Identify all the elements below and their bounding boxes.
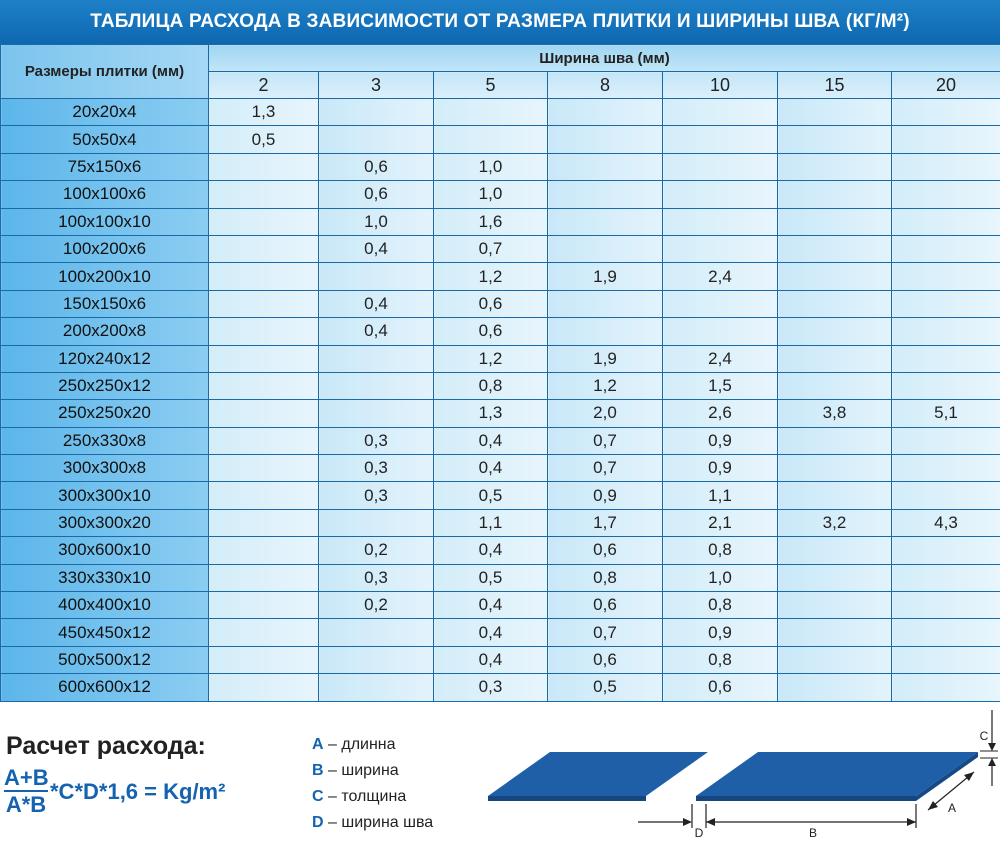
consumption-cell: 0,5: [434, 564, 548, 591]
table-row: [1, 235, 1000, 262]
consumption-cell: 0,4: [434, 592, 548, 619]
consumption-cell: [319, 345, 434, 372]
consumption-cell: [892, 646, 1000, 673]
consumption-cell: [778, 318, 892, 345]
consumption-cell: [209, 455, 319, 482]
consumption-cell: [892, 674, 1000, 701]
legend-text: – ширина: [323, 762, 399, 779]
consumption-cell: [209, 509, 319, 536]
consumption-cell: [663, 208, 778, 235]
tile-size-cell: 120x240x12: [1, 345, 209, 372]
consumption-cell: [778, 482, 892, 509]
tile-size-cell: 400x400x10: [1, 592, 209, 619]
consumption-cell: 5,1: [892, 400, 1000, 427]
consumption-cell: 0,8: [434, 372, 548, 399]
table-row: [1, 564, 1000, 591]
consumption-cell: [892, 181, 1000, 208]
consumption-cell: 0,6: [434, 290, 548, 317]
formula-section: [0, 706, 1000, 846]
consumption-cell: [663, 235, 778, 262]
consumption-cell: [778, 646, 892, 673]
consumption-cell: [319, 646, 434, 673]
consumption-cell: [548, 208, 663, 235]
consumption-cell: [209, 564, 319, 591]
consumption-cell: [778, 372, 892, 399]
consumption-cell: 0,9: [548, 482, 663, 509]
table-row: [1, 400, 1000, 427]
consumption-cell: 0,8: [663, 537, 778, 564]
tile-size-cell: 20x20x4: [1, 99, 209, 126]
consumption-cell: [892, 153, 1000, 180]
consumption-cell: [892, 263, 1000, 290]
consumption-cell: [663, 290, 778, 317]
tile-size-cell: 300x300x8: [1, 455, 209, 482]
consumption-cell: [209, 290, 319, 317]
legend-item: [312, 784, 433, 810]
tile-size-cell: 250x330x8: [1, 427, 209, 454]
tile-right: [696, 752, 978, 796]
consumption-cell: [209, 345, 319, 372]
consumption-cell: [892, 235, 1000, 262]
tile-size-cell: 100x100x10: [1, 208, 209, 235]
table-row: [1, 99, 1000, 126]
consumption-cell: 0,3: [319, 564, 434, 591]
consumption-cell: [209, 318, 319, 345]
table-row: [1, 181, 1000, 208]
seam-width-3: 3: [319, 72, 434, 99]
consumption-cell: [663, 318, 778, 345]
tile-size-cell: 250x250x12: [1, 372, 209, 399]
consumption-cell: 0,7: [548, 455, 663, 482]
seam-width-15: 15: [778, 72, 892, 99]
tile-size-cell: 300x300x10: [1, 482, 209, 509]
consumption-cell: [209, 235, 319, 262]
consumption-cell: [663, 181, 778, 208]
consumption-cell: [778, 235, 892, 262]
consumption-cell: 0,5: [434, 482, 548, 509]
consumption-cell: 1,9: [548, 345, 663, 372]
table-row: [1, 290, 1000, 317]
consumption-cell: [548, 126, 663, 153]
consumption-cell: 0,6: [548, 646, 663, 673]
consumption-cell: 0,7: [548, 619, 663, 646]
consumption-cell: 0,6: [319, 153, 434, 180]
consumption-cell: [548, 235, 663, 262]
tile-size-cell: 330x330x10: [1, 564, 209, 591]
seam-width-header: Ширина шва (мм): [209, 45, 1000, 72]
c-arrow-bottom-head: [988, 758, 996, 766]
table-row: [1, 372, 1000, 399]
consumption-cell: 0,5: [548, 674, 663, 701]
consumption-cell: 1,9: [548, 263, 663, 290]
consumption-cell: [778, 427, 892, 454]
consumption-cell: [778, 455, 892, 482]
consumption-cell: [319, 400, 434, 427]
table-row: [1, 345, 1000, 372]
calculation-title: Расчет расхода:: [6, 732, 206, 760]
tile-size-cell: 100x200x6: [1, 235, 209, 262]
consumption-cell: [663, 99, 778, 126]
consumption-cell: 1,0: [434, 181, 548, 208]
legend-item: [312, 732, 433, 758]
table-row: [1, 482, 1000, 509]
consumption-cell: [319, 509, 434, 536]
consumption-cell: 0,8: [548, 564, 663, 591]
consumption-cell: 0,7: [548, 427, 663, 454]
tile-size-cell: 300x600x10: [1, 537, 209, 564]
consumption-cell: 1,0: [319, 208, 434, 235]
consumption-cell: 4,3: [892, 509, 1000, 536]
c-label: C: [979, 729, 989, 743]
consumption-cell: [892, 318, 1000, 345]
consumption-cell: [663, 126, 778, 153]
consumption-cell: 0,4: [319, 235, 434, 262]
consumption-cell: [892, 208, 1000, 235]
consumption-cell: [892, 619, 1000, 646]
consumption-cell: 0,9: [663, 619, 778, 646]
b-label: B: [808, 826, 818, 840]
tile-size-cell: 75x150x6: [1, 153, 209, 180]
consumption-cell: 0,4: [434, 537, 548, 564]
table-row: [1, 592, 1000, 619]
b-arrow-left: [706, 818, 715, 826]
table-row: [1, 208, 1000, 235]
table-row: [1, 674, 1000, 701]
consumption-table: [0, 44, 1000, 702]
tile-left-edge: [488, 796, 646, 801]
consumption-cell: [778, 537, 892, 564]
consumption-cell: 0,2: [319, 537, 434, 564]
consumption-cell: [548, 99, 663, 126]
legend-letter: B: [312, 762, 324, 779]
table-row: [1, 646, 1000, 673]
formula-legend: [312, 732, 433, 836]
consumption-cell: 2,4: [663, 345, 778, 372]
consumption-cell: [209, 263, 319, 290]
consumption-cell: 0,3: [319, 455, 434, 482]
consumption-cell: 0,4: [434, 646, 548, 673]
legend-letter: A: [312, 736, 324, 753]
legend-item: [312, 758, 433, 784]
consumption-cell: [778, 126, 892, 153]
consumption-cell: [319, 126, 434, 153]
consumption-cell: 2,4: [663, 263, 778, 290]
table-row: [1, 263, 1000, 290]
consumption-cell: 0,3: [319, 482, 434, 509]
consumption-cell: 0,4: [434, 427, 548, 454]
consumption-cell: [319, 619, 434, 646]
consumption-cell: [434, 99, 548, 126]
seam-width-10: 10: [663, 72, 778, 99]
consumption-cell: 1,0: [663, 564, 778, 591]
consumption-cell: 1,2: [548, 372, 663, 399]
consumption-cell: 0,7: [434, 235, 548, 262]
consumption-cell: [319, 674, 434, 701]
consumption-cell: 2,0: [548, 400, 663, 427]
legend-text: – толщина: [323, 788, 407, 805]
table-row: [1, 455, 1000, 482]
consumption-cell: 1,1: [434, 509, 548, 536]
consumption-cell: 0,3: [434, 674, 548, 701]
consumption-cell: 0,8: [663, 592, 778, 619]
consumption-cell: [892, 564, 1000, 591]
table-row: [1, 318, 1000, 345]
consumption-cell: [778, 619, 892, 646]
consumption-cell: [319, 263, 434, 290]
table-row: [1, 153, 1000, 180]
consumption-cell: 1,3: [209, 99, 319, 126]
consumption-cell: [892, 345, 1000, 372]
consumption-cell: [209, 153, 319, 180]
seam-width-20: 20: [892, 72, 1000, 99]
consumption-cell: [209, 427, 319, 454]
consumption-cell: [778, 181, 892, 208]
table-row: [1, 619, 1000, 646]
table-row: [1, 126, 1000, 153]
consumption-cell: 0,6: [319, 181, 434, 208]
consumption-cell: 1,5: [663, 372, 778, 399]
consumption-cell: 0,6: [548, 592, 663, 619]
table-row: [1, 537, 1000, 564]
tile-size-cell: 50x50x4: [1, 126, 209, 153]
tile-size-cell: 100x100x6: [1, 181, 209, 208]
legend-text: – длинна: [323, 736, 396, 753]
consumption-cell: [319, 372, 434, 399]
consumption-cell: [892, 482, 1000, 509]
consumption-cell: [778, 564, 892, 591]
consumption-cell: 1,0: [434, 153, 548, 180]
tile-size-cell: 250x250x20: [1, 400, 209, 427]
consumption-cell: 0,6: [434, 318, 548, 345]
consumption-cell: [209, 619, 319, 646]
consumption-cell: 3,8: [778, 400, 892, 427]
consumption-cell: [778, 263, 892, 290]
consumption-cell: [548, 318, 663, 345]
tile-size-cell: 450x450x12: [1, 619, 209, 646]
consumption-cell: 3,2: [778, 509, 892, 536]
consumption-cell: [209, 646, 319, 673]
consumption-cell: [209, 674, 319, 701]
consumption-cell: [892, 290, 1000, 317]
consumption-cell: [892, 592, 1000, 619]
tile-left: [488, 752, 708, 796]
b-arrow-right: [907, 818, 916, 826]
consumption-cell: 0,4: [434, 455, 548, 482]
a-label: A: [947, 801, 957, 815]
table-row: [1, 509, 1000, 536]
consumption-cell: [892, 455, 1000, 482]
tile-size-cell: 150x150x6: [1, 290, 209, 317]
consumption-cell: 1,2: [434, 263, 548, 290]
formula-rest: *C*D*1,6 = Kg/m²: [50, 779, 226, 804]
consumption-cell: 0,4: [319, 290, 434, 317]
consumption-cell: 0,4: [319, 318, 434, 345]
tile-size-cell: 600x600x12: [1, 674, 209, 701]
consumption-cell: [778, 290, 892, 317]
legend-letter: C: [312, 788, 324, 805]
consumption-cell: [778, 345, 892, 372]
consumption-cell: 2,1: [663, 509, 778, 536]
consumption-cell: [319, 99, 434, 126]
consumption-cell: 1,6: [434, 208, 548, 235]
consumption-cell: 1,7: [548, 509, 663, 536]
seam-width-5: 5: [434, 72, 548, 99]
consumption-cell: 0,5: [209, 126, 319, 153]
consumption-cell: [892, 99, 1000, 126]
consumption-cell: [892, 372, 1000, 399]
consumption-cell: 0,3: [319, 427, 434, 454]
consumption-cell: 0,6: [663, 674, 778, 701]
legend-letter: D: [312, 814, 324, 831]
consumption-cell: [209, 400, 319, 427]
consumption-cell: [778, 592, 892, 619]
table-title: ТАБЛИЦА РАСХОДА В ЗАВИСИМОСТИ ОТ РАЗМЕРА ПЛИТКИ И ШИРИНЫ ШВА (КГ/М²): [0, 0, 1000, 44]
c-arrow-top-head: [988, 743, 996, 751]
formula-denominator: A*B: [5, 792, 47, 817]
consumption-cell: [209, 372, 319, 399]
tile-size-cell: 200x200x8: [1, 318, 209, 345]
consumption-cell: [892, 126, 1000, 153]
consumption-cell: [209, 482, 319, 509]
consumption-cell: [778, 674, 892, 701]
consumption-cell: 1,3: [434, 400, 548, 427]
consumption-cell: 0,4: [434, 619, 548, 646]
consumption-cell: [892, 537, 1000, 564]
consumption-cell: [548, 153, 663, 180]
consumption-cell: [663, 153, 778, 180]
consumption-cell: [434, 126, 548, 153]
consumption-cell: [778, 99, 892, 126]
d-label: D: [694, 826, 704, 840]
consumption-cell: 1,2: [434, 345, 548, 372]
consumption-cell: 0,9: [663, 427, 778, 454]
consumption-cell: 0,6: [548, 537, 663, 564]
consumption-cell: 0,9: [663, 455, 778, 482]
tile-size-cell: 500x500x12: [1, 646, 209, 673]
formula-numerator: A+B: [4, 765, 49, 790]
consumption-cell: [548, 290, 663, 317]
consumption-cell: [209, 537, 319, 564]
d-arrow-head: [683, 818, 692, 826]
seam-width-8: 8: [548, 72, 663, 99]
consumption-cell: [209, 208, 319, 235]
consumption-cell: [778, 208, 892, 235]
tile-size-cell: 300x300x20: [1, 509, 209, 536]
tile-size-cell: 100x200x10: [1, 263, 209, 290]
legend-item: [312, 810, 433, 836]
consumption-cell: 1,1: [663, 482, 778, 509]
tile-diagram: [480, 706, 1000, 846]
consumption-cell: [209, 181, 319, 208]
consumption-cell: 0,8: [663, 646, 778, 673]
consumption-cell: [209, 592, 319, 619]
consumption-cell: 2,6: [663, 400, 778, 427]
consumption-cell: 0,2: [319, 592, 434, 619]
consumption-cell: [892, 427, 1000, 454]
seam-width-2: 2: [209, 72, 319, 99]
formula-fraction: [4, 766, 48, 818]
legend-text: – ширина шва: [323, 814, 434, 831]
size-column-header: Размеры плитки (мм): [1, 45, 209, 99]
table-row: [1, 427, 1000, 454]
consumption-cell: [548, 181, 663, 208]
consumption-cell: [778, 153, 892, 180]
tile-right-edge: [696, 796, 916, 801]
